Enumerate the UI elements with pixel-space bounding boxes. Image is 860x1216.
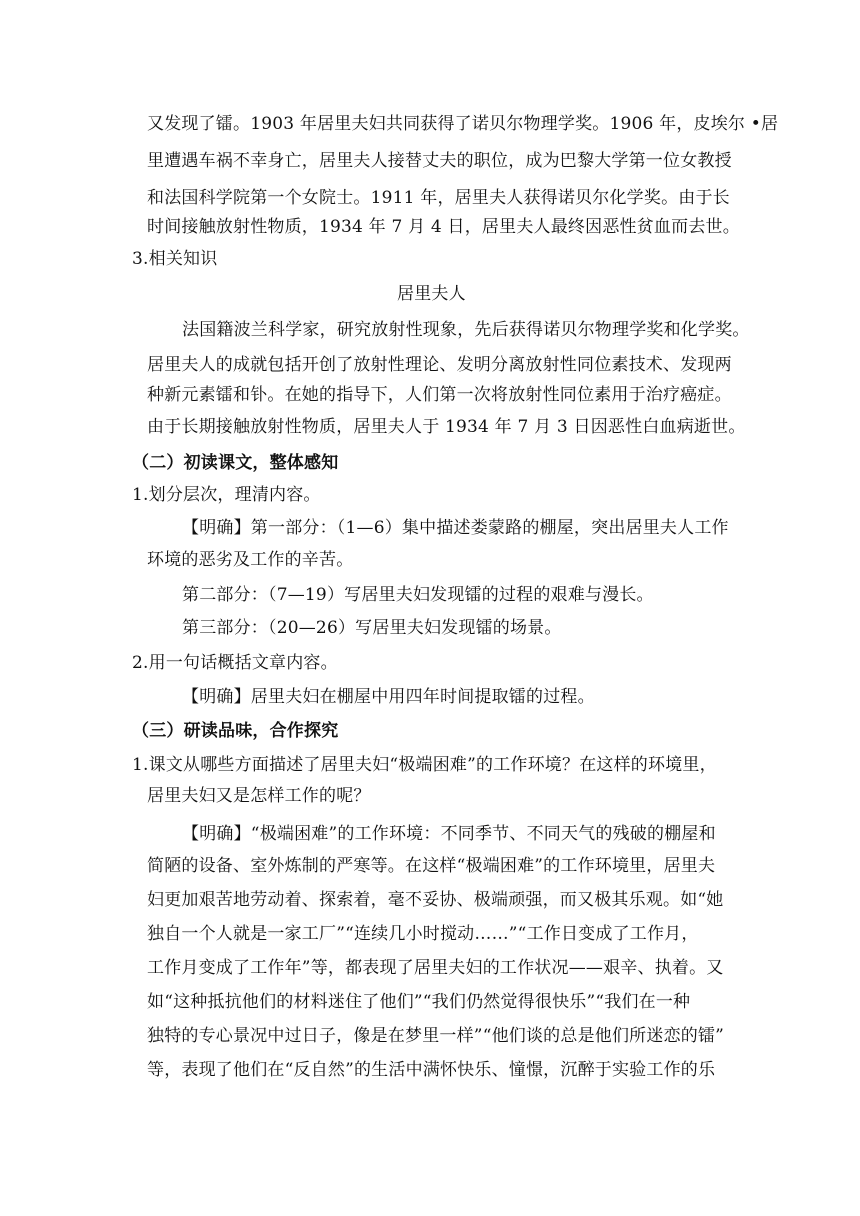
paragraph-line: 里遭遇车祸不幸身亡，居里夫人接替丈夫的职位，成为巴黎大学第一位女教授 (147, 151, 732, 171)
subsection-title: 居里夫人 (397, 284, 466, 304)
paragraph-line: 居里夫人的成就包括开创了放射性理论、发明分离放射性同位素技术、发现两 (147, 355, 732, 375)
paragraph-line: 时间接触放射性物质，1934 年 7 月 4 日，居里夫人最终因恶性贫血而去世。 (147, 217, 740, 237)
question-line: 1.课文从哪些方面描述了居里夫妇“极端困难”的工作环境？在这样的环境里， (132, 755, 717, 775)
answer-line: 如“这种抵抗他们的材料迷住了他们”“我们仍然觉得很快乐”“我们在一种 (147, 992, 691, 1012)
paragraph-line: 法国籍波兰科学家，研究放射性现象，先后获得诺贝尔物理学奖和化学奖。 (182, 320, 750, 340)
answer-line: 妇更加艰苦地劳动着、探索着，毫不妥协、极端顽强，而又极其乐观。如“她 (147, 890, 724, 910)
section-heading: （二）初读课文，整体感知 (132, 453, 339, 473)
paragraph-line: 又发现了镭。1903 年居里夫妇共同获得了诺贝尔物理学奖。1906 年，皮埃尔 •居 (147, 114, 779, 134)
section-heading: （三）研读品味，合作探究 (132, 721, 339, 741)
answer-line: 环境的恶劣及工作的辛苦。 (147, 550, 354, 570)
answer-line: 【明确】“极端困难”的工作环境：不同季节、不同天气的残破的棚屋和 (182, 824, 716, 844)
answer-line: 独特的专心景况中过日子，像是在梦里一样”“他们谈的总是他们所迷恋的镭” (147, 1026, 725, 1046)
answer-line: 【明确】第一部分：（1—6）集中描述娄蒙路的棚屋，突出居里夫人工作 (182, 518, 729, 538)
question-line: 1.划分层次，理清内容。 (132, 485, 321, 505)
answer-line: 【明确】居里夫妇在棚屋中用四年时间提取镭的过程。 (182, 687, 595, 707)
answer-line: 独自一个人就是一家工厂”“连续几小时搅动……”“工作日变成了工作月， (147, 924, 699, 944)
question-line: 居里夫妇又是怎样工作的呢？ (147, 786, 371, 806)
answer-line: 简陋的设备、室外炼制的严寒等。在这样“极端困难”的工作环境里，居里夫 (147, 856, 716, 876)
paragraph-line: 由于长期接触放射性物质，居里夫人于 1934 年 7 月 3 日因恶性白血病逝世。 (147, 417, 746, 437)
answer-line: 第二部分：（7—19）写居里夫妇发现镭的过程的艰难与漫长。 (182, 585, 654, 605)
paragraph-line: 和法国科学院第一个女院士。1911 年，居里夫人获得诺贝尔化学奖。由于长 (147, 188, 730, 208)
answer-line: 第三部分：（20—26）写居里夫妇发现镭的场景。 (182, 618, 562, 638)
section-heading: 3.相关知识 (132, 249, 218, 269)
answer-line: 等，表现了他们在“反自然”的生活中满怀快乐、憧憬，沉醉于实验工作的乐 (147, 1060, 716, 1080)
paragraph-line: 种新元素镭和钋。在她的指导下，人们第一次将放射性同位素用于治疗癌症。 (147, 385, 732, 405)
answer-line: 工作月变成了工作年”等，都表现了居里夫妇的工作状况——艰辛、执着。又 (147, 958, 724, 978)
question-line: 2.用一句话概括文章内容。 (132, 653, 338, 673)
